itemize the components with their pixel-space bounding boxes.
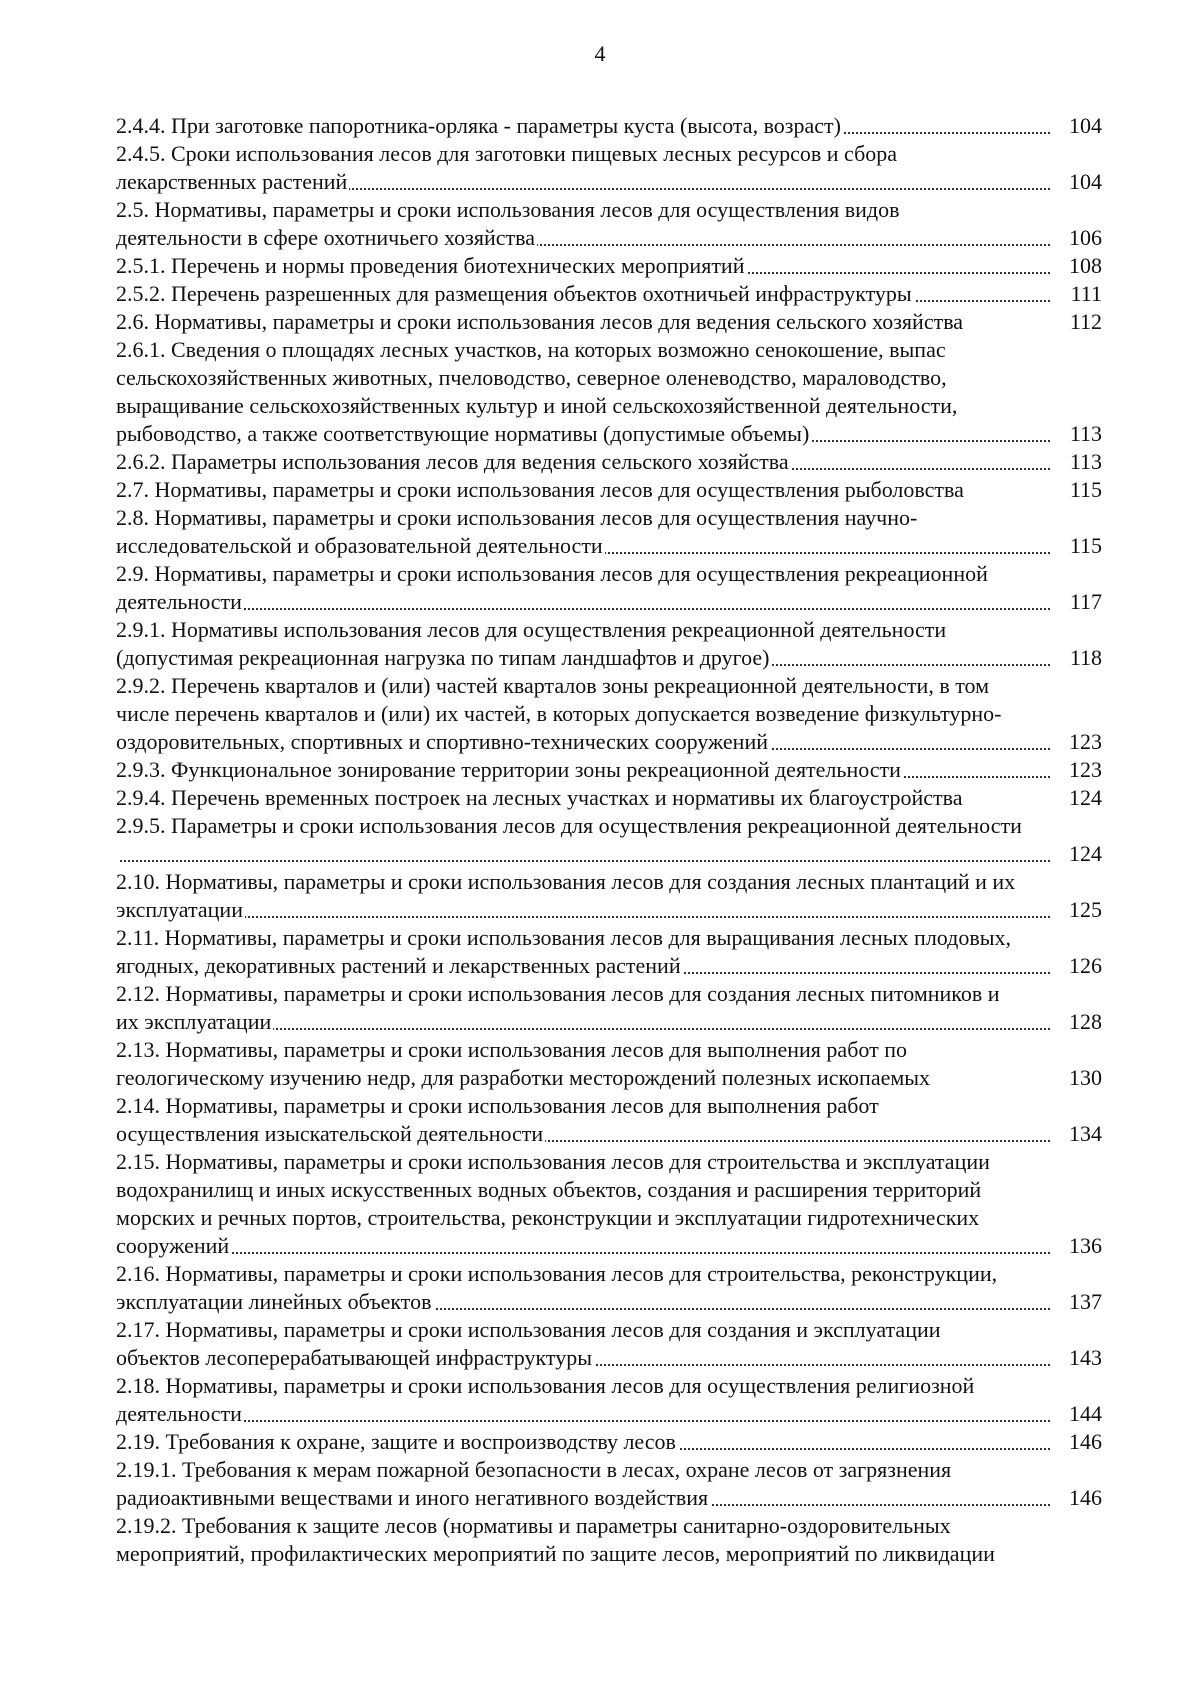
toc-page-number: 104 [1065,168,1102,196]
toc-line [116,476,1102,504]
toc-line [116,1344,1102,1372]
toc-line [116,644,1102,672]
toc-entry-text: эксплуатации [116,897,243,922]
toc-line [116,588,1102,616]
toc-entry-text: 2.4.4. При заготовке папоротника-орляка - параметры куста (высота, возраст) [116,113,841,138]
toc-line [116,140,1102,168]
toc-line [116,336,1102,364]
toc-line [116,392,1102,420]
toc-line [116,1316,1102,1344]
toc-entry [116,504,1102,560]
toc-line [116,420,1102,448]
toc-entry [116,1036,1102,1092]
toc-line [116,1064,1102,1092]
toc-entry-text: 2.14. Нормативы, параметры и сроки использования лесов для выполнения работ [116,1093,879,1118]
toc-page-number: 126 [1065,952,1102,980]
toc-entry-text: 2.6.2. Параметры использования лесов для ведения сельского хозяйства [116,449,789,474]
toc-entry [116,1428,1102,1456]
toc-entry [116,672,1102,756]
dot-leader [116,860,1050,862]
toc-entry-text: сооружений [116,1233,230,1258]
toc-page-number: 112 [1069,309,1102,334]
toc-entry-text: 2.13. Нормативы, параметры и сроки использования лесов для выполнения работ по [116,1037,907,1062]
toc-line [116,1120,1102,1148]
toc-entry-text: деятельности [116,589,242,614]
toc-entry-text: объектов лесоперерабатывающей инфраструктуры [116,1345,593,1370]
toc-page-number: 130 [1069,1065,1102,1090]
toc-entry-text: 2.4.5. Сроки использования лесов для заготовки пищевых лесных ресурсов и сбора [116,141,898,166]
toc-page-number: 111 [1067,280,1102,308]
toc-line [116,1288,1102,1316]
toc-line [116,560,1102,588]
toc-entry-text: 2.9.1. Нормативы использования лесов для осуществления рекреационной деятельности [116,617,947,642]
toc-entry-text: оздоровительных, спортивных и спортивно-технических сооружений [116,729,768,754]
toc-line [116,1148,1102,1176]
toc-entry [116,616,1102,672]
toc-entry-text: геологическому изучению недр, для разработки месторождений полезных ископаемых [116,1065,931,1090]
toc-line [116,1400,1102,1428]
dot-leader [116,608,1050,610]
toc-line [116,252,1102,280]
toc-entry [116,1512,1102,1568]
toc-line [116,840,1102,868]
toc-entry [116,924,1102,980]
toc-entry-text: 2.11. Нормативы, параметры и сроки использования лесов для выращивания лесных плодовых, [116,925,1012,950]
toc-entry-text: 2.5.1. Перечень и нормы проведения биотехнических мероприятий [116,253,745,278]
toc-entry [116,140,1102,196]
toc-entry-text [116,841,118,866]
toc-line [116,1540,1102,1568]
toc-entry-text: 2.19.2. Требования к защите лесов (нормативы и параметры санитарно-оздоровительных [116,1513,951,1538]
toc-line [116,1428,1102,1456]
toc-page-number: 104 [1065,112,1102,140]
toc-page-number: 123 [1065,728,1102,756]
toc-line [116,168,1102,196]
toc-entry [116,980,1102,1036]
toc-line [116,784,1102,812]
toc-entry-text: 2.5. Нормативы, параметры и сроки использования лесов для осуществления видов [116,197,900,222]
toc-line [116,364,1102,392]
toc-entry-text: деятельности [116,1401,242,1426]
toc-page-number: 137 [1065,1288,1102,1316]
toc-page-number: 115 [1069,477,1102,502]
toc-entry-text: водохранилищ и иных искусственных водных объектов, создания и расширения территорий [116,1177,982,1202]
toc-line [116,868,1102,896]
toc-line [116,1008,1102,1036]
toc-entry-text: эксплуатации линейных объектов [116,1289,432,1314]
toc-page-number: 146 [1065,1428,1102,1456]
toc-line [116,952,1102,980]
toc-line [116,1456,1102,1484]
toc-page-number: 115 [1066,532,1102,560]
toc-entry-text: 2.9.2. Перечень кварталов и (или) частей кварталов зоны рекреационной деятельности, в том [116,673,990,698]
toc-entry [116,476,1102,504]
toc-line [116,616,1102,644]
toc-page-number: 123 [1065,756,1102,784]
toc-line [116,980,1102,1008]
toc-entry-text: ягодных, декоративных растений и лекарственных растений [116,953,681,978]
toc-entry [116,1148,1102,1260]
toc-page-number: 124 [1069,785,1102,810]
toc-line [116,672,1102,700]
toc-entry-text: 2.9.3. Функциональное зонирование территории зоны рекреационной деятельности [116,757,901,782]
toc-page-number: 128 [1065,1008,1102,1036]
toc-entry-text: 2.10. Нормативы, параметры и сроки использования лесов для создания лесных плантаций и их [116,869,1016,894]
toc-entry-text: 2.12. Нормативы, параметры и сроки использования лесов для создания лесных питомников и [116,981,1000,1006]
toc-entry [116,112,1102,140]
toc-entry [116,448,1102,476]
page-number: 4 [594,41,606,66]
toc-line [116,1260,1102,1288]
toc-line [116,756,1102,784]
toc-page-number: 144 [1065,1400,1102,1428]
toc-page-number: 125 [1065,896,1102,924]
toc-entry [116,280,1102,308]
toc-page-number: 108 [1065,252,1102,280]
toc-entry-text: 2.9. Нормативы, параметры и сроки использования лесов для осуществления рекреационной [116,561,988,586]
toc-line [116,1204,1102,1232]
toc-entry-text: 2.16. Нормативы, параметры и сроки использования лесов для строительства, реконструкции, [116,1261,998,1286]
toc-entry-text: сельскохозяйственных животных, пчеловодство, северное оленеводство, мараловодство, [116,365,947,390]
toc-entry-text: 2.19.1. Требования к мерам пожарной безопасности в лесах, охране лесов от загрязнения [116,1457,952,1482]
toc-line [116,896,1102,924]
toc-entry-text: 2.5.2. Перечень разрешенных для размещения объектов охотничьей инфраструктуры [116,281,912,306]
toc-line [116,532,1102,560]
toc-entry [116,812,1102,868]
dot-leader [116,1252,1050,1254]
toc-entry [116,1092,1102,1148]
toc-entry-text: 2.15. Нормативы, параметры и сроки использования лесов для строительства и эксплуатации [116,1149,990,1174]
toc-entry [116,784,1102,812]
toc-entry-text: 2.6.1. Сведения о площадях лесных участков, на которых возможно сенокошение, выпас [116,337,946,362]
dot-leader [116,1420,1050,1422]
toc-line [116,1372,1102,1400]
toc-entry-text: исследовательской и образовательной деятельности [116,533,603,558]
toc-line [116,924,1102,952]
toc-entry-text: 2.19. Требования к охране, защите и воспроизводству лесов [116,1429,676,1454]
toc-entry [116,1316,1102,1372]
toc-entry-text: числе перечень кварталов и (или) их частей, в которых допускается возведение физкультурно- [116,701,1002,726]
toc-line [116,1484,1102,1512]
toc-entry-text: осуществления изыскательской деятельности [116,1121,544,1146]
toc-entry-text: 2.7. Нормативы, параметры и сроки использования лесов для осуществления рыболовства [116,477,964,502]
toc-page-number: 113 [1066,448,1102,476]
toc-line [116,112,1102,140]
toc-entry-text: радиоактивными веществами и иного негативного воздействия [116,1485,709,1510]
toc-line [116,280,1102,308]
toc-page-number: 143 [1065,1344,1102,1372]
toc-line [116,1512,1102,1540]
toc-entry [116,1372,1102,1428]
toc-line [116,1232,1102,1260]
toc-entry [116,1260,1102,1316]
toc-entry-text: 2.18. Нормативы, параметры и сроки использования лесов для осуществления религиозной [116,1373,975,1398]
toc-line [116,196,1102,224]
toc-line [116,1092,1102,1120]
toc-entry [116,756,1102,784]
toc-line [116,1036,1102,1064]
toc-entry-text: выращивание сельскохозяйственных культур и иной сельскохозяйственной деятельности, [116,393,958,418]
toc-page-number: 106 [1065,224,1102,252]
toc-line [116,504,1102,532]
toc-line [116,700,1102,728]
toc-line [116,728,1102,756]
toc-line [116,448,1102,476]
toc-entry-text: морских и речных портов, строительства, реконструкции и эксплуатации гидротехнических [116,1205,980,1230]
toc-entry-text: деятельности в сфере охотничьего хозяйства [116,225,535,250]
toc-entry-text: (допустимая рекреационная нагрузка по типам ландшафтов и другое) [116,645,770,670]
toc-entry-text: 2.17. Нормативы, параметры и сроки использования лесов для создания и эксплуатации [116,1317,941,1342]
toc-entry [116,1456,1102,1512]
toc-entry-text: 2.6. Нормативы, параметры и сроки использования лесов для ведения сельского хозяйства [116,309,964,334]
toc-entry [116,308,1102,336]
toc-entry [116,196,1102,252]
toc-line [116,308,1102,336]
toc-page-number: 124 [1065,840,1102,868]
toc-entry [116,560,1102,616]
toc-entry [116,252,1102,280]
toc-page-number: 113 [1066,420,1102,448]
toc-entry [116,868,1102,924]
dot-leader [116,916,1050,918]
toc-entry-text: рыбоводство, а также соответствующие нормативы (допустимые объемы) [116,421,810,446]
toc-line [116,812,1102,840]
toc-page-number: 136 [1065,1232,1102,1260]
toc-line [116,224,1102,252]
toc-entry-text: 2.9.5. Параметры и сроки использования лесов для осуществления рекреационной деятельности [116,813,1022,838]
toc-entry-text: лекарственных растений [116,169,348,194]
toc-entry-text: 2.8. Нормативы, параметры и сроки использования лесов для осуществления научно- [116,505,918,530]
toc-entry [116,336,1102,448]
toc-entry-text: их эксплуатации [116,1009,272,1034]
toc-page-number: 117 [1066,588,1102,616]
toc-entry-text: мероприятий, профилактических мероприятий по защите лесов, мероприятий по ликвидации [116,1541,995,1566]
toc-page-number: 118 [1066,644,1102,672]
toc-page-number: 146 [1065,1484,1102,1512]
toc-entry-text: 2.9.4. Перечень временных построек на лесных участках и нормативы их благоустройства [116,785,963,810]
toc-line [116,1176,1102,1204]
table-of-contents [116,112,1102,1568]
toc-page-number: 134 [1065,1120,1102,1148]
